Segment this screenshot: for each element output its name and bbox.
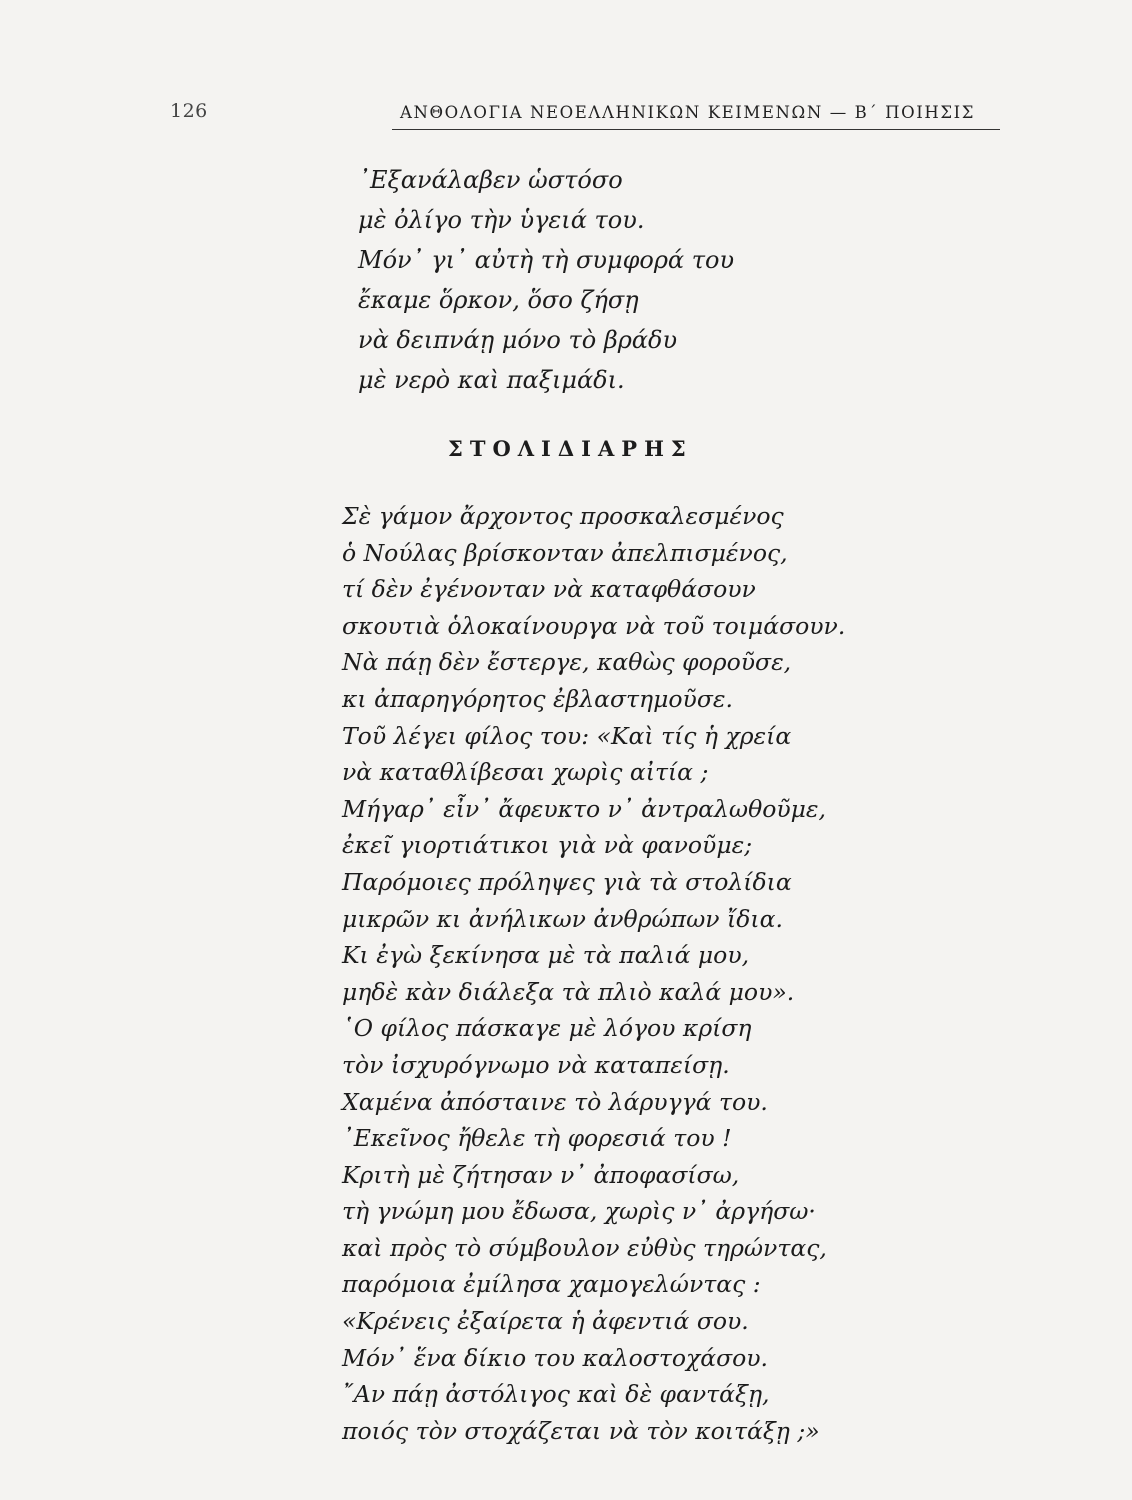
poem-line: ᾿Εκεῖνος ἤθελε τὴ φορεσιά του ! xyxy=(342,1124,732,1153)
stanza-second xyxy=(358,280,677,400)
poem-line: κι ἀπαρηγόρητος ἐβλαστημοῦσε. xyxy=(342,684,733,713)
poem-line: ποιός τὸν στοχάζεται νὰ τὸν κοιτάξῃ ;» xyxy=(342,1416,820,1445)
poem-line: μηδὲ κὰν διάλεξα τὰ πλιὸ καλά μου». xyxy=(342,977,795,1006)
poem-line: σκουτιὰ ὁλοκαίνουργα νὰ τοῦ τοιμάσουν. xyxy=(342,611,846,640)
poem-line: Νὰ πάῃ δὲν ἔστεργε, καθὼς φοροῦσε, xyxy=(342,648,792,677)
poem-line: Τοῦ λέγει φίλος του: «Καὶ τίς ἡ χρεία xyxy=(342,721,792,750)
poem-line: ῎Αν πάῃ ἀστόλιγος καὶ δὲ φαντάξῃ, xyxy=(342,1380,770,1409)
poem-line: «Κρένεις ἐξαίρετα ἡ ἀφεντιά σου. xyxy=(342,1307,749,1336)
poem-line: μικρῶν κι ἀνήλικων ἀνθρώπων ἴδια. xyxy=(342,904,783,933)
header-rule xyxy=(392,129,1000,130)
poem-line: Μόν᾿ ἕνα δίκιο του καλοστοχάσου. xyxy=(342,1343,769,1372)
poem-line: Σὲ γάμον ἄρχοντος προσκαλεσμένος xyxy=(342,502,784,530)
poem-line: Μήγαρ᾿ εἶν᾿ ἄφευκτο ν᾿ ἀντραλωθοῦμε, xyxy=(342,794,827,823)
poem-line: νὰ καταθλίβεσαι χωρὶς αἰτία ; xyxy=(342,758,709,787)
verse-line: ᾿Εξανάλαβεν ὡστόσο xyxy=(358,166,623,194)
running-head: ΑΝΘΟΛΟΓΙΑ ΝΕΟΕΛΛΗΝΙΚΩΝ ΚΕΙΜΕΝΩΝ — Β΄ ΠΟΙΗΣΙΣ xyxy=(400,103,975,122)
verse-line: νὰ δειπνάῃ μόνο τὸ βράδυ xyxy=(358,326,678,354)
poem-line: ὁ Νούλας βρίσκονταν ἀπελπισμένος, xyxy=(342,538,788,567)
poem-line: Παρόμοιες πρόληψες γιὰ τὰ στολίδια xyxy=(342,867,792,896)
verse-line: ἔκαμε ὅρκον, ὅσο ζήσῃ xyxy=(358,286,639,314)
poem-line: Χαμένα ἀπόσταινε τὸ λάρυγγά του. xyxy=(342,1087,768,1116)
page-number: 126 xyxy=(170,100,208,122)
poem-body xyxy=(342,498,845,1449)
stanza-first xyxy=(358,160,734,280)
poem-line: Κι ἐγὼ ξεκίνησα μὲ τὰ παλιά μου, xyxy=(342,941,750,970)
poem-line: ἐκεῖ γιορτιάτικοι γιὰ νὰ φανοῦμε; xyxy=(342,831,753,860)
verse-line: Μόν᾿ γι᾿ αὐτὴ τὴ συμφορά του xyxy=(358,246,735,274)
poem-line: καὶ πρὸς τὸ σύμβουλον εὐθὺς τηρώντας, xyxy=(342,1233,827,1262)
poem-line: παρόμοια ἐμίλησα χαμογελώντας : xyxy=(342,1270,761,1299)
poem-line: ῾Ο φίλος πάσκαγε μὲ λόγου κρίση xyxy=(342,1014,752,1043)
poem-title: ΣΤΟΛΙΔΙΑΡΗΣ xyxy=(448,436,693,461)
verse-line: μὲ ὀλίγο τὴν ὑγειά του. xyxy=(358,206,645,234)
poem-line: τὴ γνώμη μου ἔδωσα, χωρὶς ν᾿ ἀργήσω· xyxy=(342,1197,816,1226)
verse-line: μὲ νερὸ καὶ παξιμάδι. xyxy=(358,366,625,394)
poem-line: Κριτὴ μὲ ζήτησαν ν᾿ ἀποφασίσω, xyxy=(342,1160,740,1189)
poem-line: τὸν ἰσχυρόγνωμο νὰ καταπείσῃ. xyxy=(342,1050,730,1079)
bleed-through-shadow: ⠀ xyxy=(285,185,314,220)
poem-line: τί δὲν ἐγένονταν νὰ καταφθάσουν xyxy=(342,575,756,604)
